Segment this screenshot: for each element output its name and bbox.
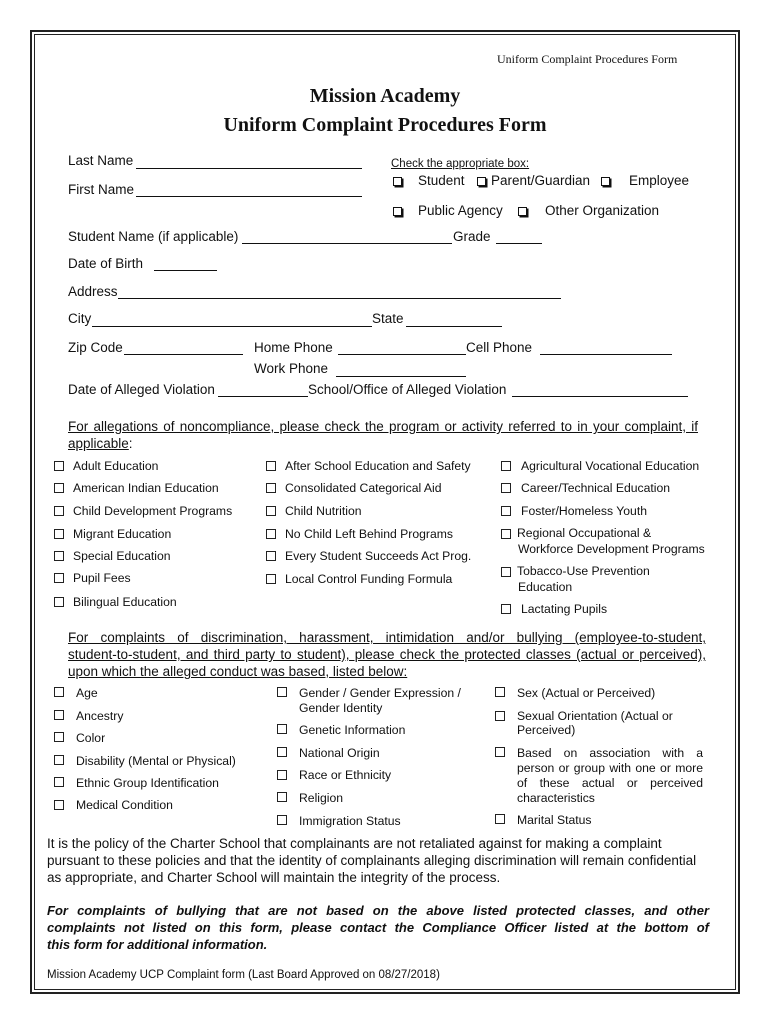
foster-homeless-label: Foster/Homeless Youth — [521, 504, 648, 518]
discrimination-intro — [68, 629, 706, 680]
essa-checkbox[interactable] — [266, 551, 276, 561]
sexual-orientation-label: Sexual Orientation (Actual or — [517, 709, 673, 723]
gender-checkbox[interactable] — [277, 687, 287, 697]
last-name-label: Last Name — [68, 153, 134, 168]
race-ethnicity-checkbox[interactable] — [277, 770, 287, 780]
regional-occupational-checkbox[interactable] — [501, 529, 511, 539]
page-subtitle: Uniform Complaint Procedures Form — [223, 114, 547, 136]
bullying-line2: complaints not listed on this form, please contact the Compliance Officer listed at the bottom of — [47, 920, 709, 935]
student-checkbox[interactable] — [393, 177, 402, 186]
ethnic-group-label: Ethnic Group Identification — [76, 776, 219, 790]
last-name-field[interactable] — [136, 168, 362, 169]
bullying-line3: this form for additional information. — [47, 937, 268, 952]
grade-field[interactable] — [496, 243, 542, 244]
work-phone-label: Work Phone — [254, 361, 329, 376]
marital-status-checkbox[interactable] — [495, 814, 505, 824]
medical-condition-checkbox[interactable] — [54, 800, 64, 810]
association-label — [517, 746, 703, 806]
sex-checkbox[interactable] — [495, 687, 505, 697]
ancestry-label: Ancestry — [76, 709, 124, 723]
race-ethnicity-label: Race or Ethnicity — [299, 768, 392, 782]
discrimination-intro-line3: upon which the alleged conduct was based, listed below: — [68, 664, 408, 679]
child-development-checkbox[interactable] — [54, 506, 64, 516]
pupil-fees-checkbox[interactable] — [54, 573, 64, 583]
tobacco-education-label: Education — [518, 580, 573, 594]
american-indian-education-label: American Indian Education — [73, 481, 219, 495]
disability-checkbox[interactable] — [54, 755, 64, 765]
after-school-checkbox[interactable] — [266, 461, 276, 471]
age-checkbox[interactable] — [54, 687, 64, 697]
employee-label: Employee — [629, 173, 690, 188]
policy-line2: pursuant to these policies and that the identity of complainants alleging discrimination will remain confidential — [47, 853, 697, 868]
consolidated-categorical-checkbox[interactable] — [266, 483, 276, 493]
child-nutrition-checkbox[interactable] — [266, 506, 276, 516]
grade-label: Grade — [453, 229, 491, 244]
religion-label: Religion — [299, 791, 344, 805]
lactating-pupils-label: Lactating Pupils — [521, 602, 608, 616]
policy-line1: It is the policy of the Charter School that complainants are not retaliated against for making a complaint — [47, 836, 662, 851]
association-line2: person or group with one or more — [517, 761, 703, 775]
discrimination-intro-line2: student-to-student, and third party to student), please check the protected classes (actual or perceived), — [68, 647, 706, 662]
foster-homeless-checkbox[interactable] — [501, 506, 511, 516]
date-violation-field[interactable] — [218, 396, 308, 397]
school-office-label: School/Office of Alleged Violation — [308, 382, 507, 397]
special-education-checkbox[interactable] — [54, 551, 64, 561]
employee-checkbox[interactable] — [601, 177, 610, 186]
policy-line3: as appropriate, and Charter School will maintain the integrity of the process. — [47, 870, 501, 885]
state-label: State — [372, 311, 404, 326]
date-violation-label: Date of Alleged Violation — [68, 382, 215, 397]
workforce-development-label: Workforce Development Programs — [518, 542, 705, 556]
city-field[interactable] — [92, 326, 372, 327]
color-checkbox[interactable] — [54, 732, 64, 742]
association-checkbox[interactable] — [495, 747, 505, 757]
check-box-prompt: Check the appropriate box: — [391, 158, 530, 170]
consolidated-categorical-label: Consolidated Categorical Aid — [285, 481, 442, 495]
pupil-fees-label: Pupil Fees — [73, 571, 131, 585]
genetic-information-checkbox[interactable] — [277, 724, 287, 734]
lactating-pupils-checkbox[interactable] — [501, 604, 511, 614]
immigration-status-checkbox[interactable] — [277, 815, 287, 825]
special-education-label: Special Education — [73, 549, 171, 563]
ethnic-group-checkbox[interactable] — [54, 777, 64, 787]
state-field[interactable] — [406, 326, 502, 327]
parent-guardian-checkbox[interactable] — [477, 177, 486, 186]
first-name-field[interactable] — [136, 196, 362, 197]
agricultural-checkbox[interactable] — [501, 461, 511, 471]
address-label: Address — [68, 284, 118, 299]
dob-field[interactable] — [154, 270, 217, 271]
sex-label: Sex (Actual or Perceived) — [517, 686, 656, 700]
programs-intro-text: For allegations of noncompliance, please check the program or activity referred to in your complaint, if applicable — [68, 419, 698, 451]
bilingual-education-checkbox[interactable] — [54, 597, 64, 607]
home-phone-field[interactable] — [338, 354, 466, 355]
cell-phone-label: Cell Phone — [466, 340, 533, 355]
nclb-checkbox[interactable] — [266, 529, 276, 539]
footer-text: Mission Academy UCP Complaint form (Last Board Approved on 08/27/2018) — [47, 969, 440, 981]
tobacco-use-label: Tobacco-Use Prevention — [517, 564, 650, 578]
after-school-label: After School Education and Safety — [285, 459, 471, 473]
medical-condition-label: Medical Condition — [76, 798, 173, 812]
ancestry-checkbox[interactable] — [54, 710, 64, 720]
discrimination-intro-line1: For complaints of discrimination, harassment, intimidation and/or bullying (employee-to-student, — [68, 630, 706, 645]
bullying-line1: For complaints of bullying that are not based on the above listed protected classes, and other — [47, 903, 709, 918]
marital-status-label: Marital Status — [517, 813, 592, 827]
child-nutrition-label: Child Nutrition — [285, 504, 362, 518]
sexual-orientation-label-cont: Perceived) — [517, 723, 576, 737]
form-header-label: Uniform Complaint Procedures Form — [497, 52, 678, 66]
student-name-label: Student Name (if applicable) — [68, 229, 239, 244]
essa-label: Every Student Succeeds Act Prog. — [285, 549, 472, 563]
adult-education-label: Adult Education — [73, 459, 159, 473]
sexual-orientation-checkbox[interactable] — [495, 711, 505, 721]
zip-field[interactable] — [124, 354, 243, 355]
cell-phone-field[interactable] — [540, 354, 672, 355]
national-origin-checkbox[interactable] — [277, 747, 287, 757]
migrant-education-checkbox[interactable] — [54, 529, 64, 539]
public-agency-checkbox[interactable] — [393, 207, 402, 216]
genetic-information-label: Genetic Information — [299, 723, 406, 737]
association-line1: Based on association with a — [517, 746, 703, 760]
page-title: Mission Academy — [309, 85, 461, 107]
home-phone-label: Home Phone — [254, 340, 333, 355]
gender-label: Gender / Gender Expression / — [299, 686, 461, 700]
adult-education-checkbox[interactable] — [54, 461, 64, 471]
regional-occupational-label: Regional Occupational & — [517, 526, 652, 540]
association-line3: of these actual or perceived — [517, 776, 703, 790]
other-organization-checkbox[interactable] — [518, 207, 527, 216]
bilingual-education-label: Bilingual Education — [73, 595, 177, 609]
student-label: Student — [418, 173, 465, 188]
migrant-education-label: Migrant Education — [73, 527, 172, 541]
bullying-notice — [47, 902, 709, 953]
tobacco-use-checkbox[interactable] — [501, 567, 511, 577]
programs-intro — [68, 418, 698, 452]
color-label: Color — [76, 731, 106, 745]
religion-checkbox[interactable] — [277, 792, 287, 802]
other-organization-label: Other Organization — [545, 203, 660, 218]
zip-label: Zip Code — [68, 340, 123, 355]
lcff-label: Local Control Funding Formula — [285, 572, 453, 586]
address-field[interactable] — [118, 298, 561, 299]
career-technical-label: Career/Technical Education — [521, 481, 671, 495]
immigration-status-label: Immigration Status — [299, 814, 401, 828]
age-label: Age — [76, 686, 98, 700]
programs-intro-colon: : — [128, 436, 133, 451]
agricultural-label: Agricultural Vocational Education — [521, 459, 700, 473]
work-phone-field[interactable] — [336, 376, 466, 377]
lcff-checkbox[interactable] — [266, 574, 276, 584]
school-office-field[interactable] — [512, 396, 688, 397]
parent-guardian-label: Parent/Guardian — [491, 173, 591, 188]
american-indian-education-checkbox[interactable] — [54, 483, 64, 493]
association-line4: characteristics — [517, 791, 595, 805]
national-origin-label: National Origin — [299, 746, 380, 760]
dob-label: Date of Birth — [68, 256, 144, 271]
public-agency-label: Public Agency — [418, 203, 503, 218]
nclb-label: No Child Left Behind Programs — [285, 527, 454, 541]
gender-identity-label: Gender Identity — [299, 701, 383, 715]
career-technical-checkbox[interactable] — [501, 483, 511, 493]
city-label: City — [68, 311, 92, 326]
child-development-label: Child Development Programs — [73, 504, 233, 518]
student-name-field[interactable] — [242, 243, 452, 244]
first-name-label: First Name — [68, 182, 135, 197]
disability-label: Disability (Mental or Physical) — [76, 754, 236, 768]
